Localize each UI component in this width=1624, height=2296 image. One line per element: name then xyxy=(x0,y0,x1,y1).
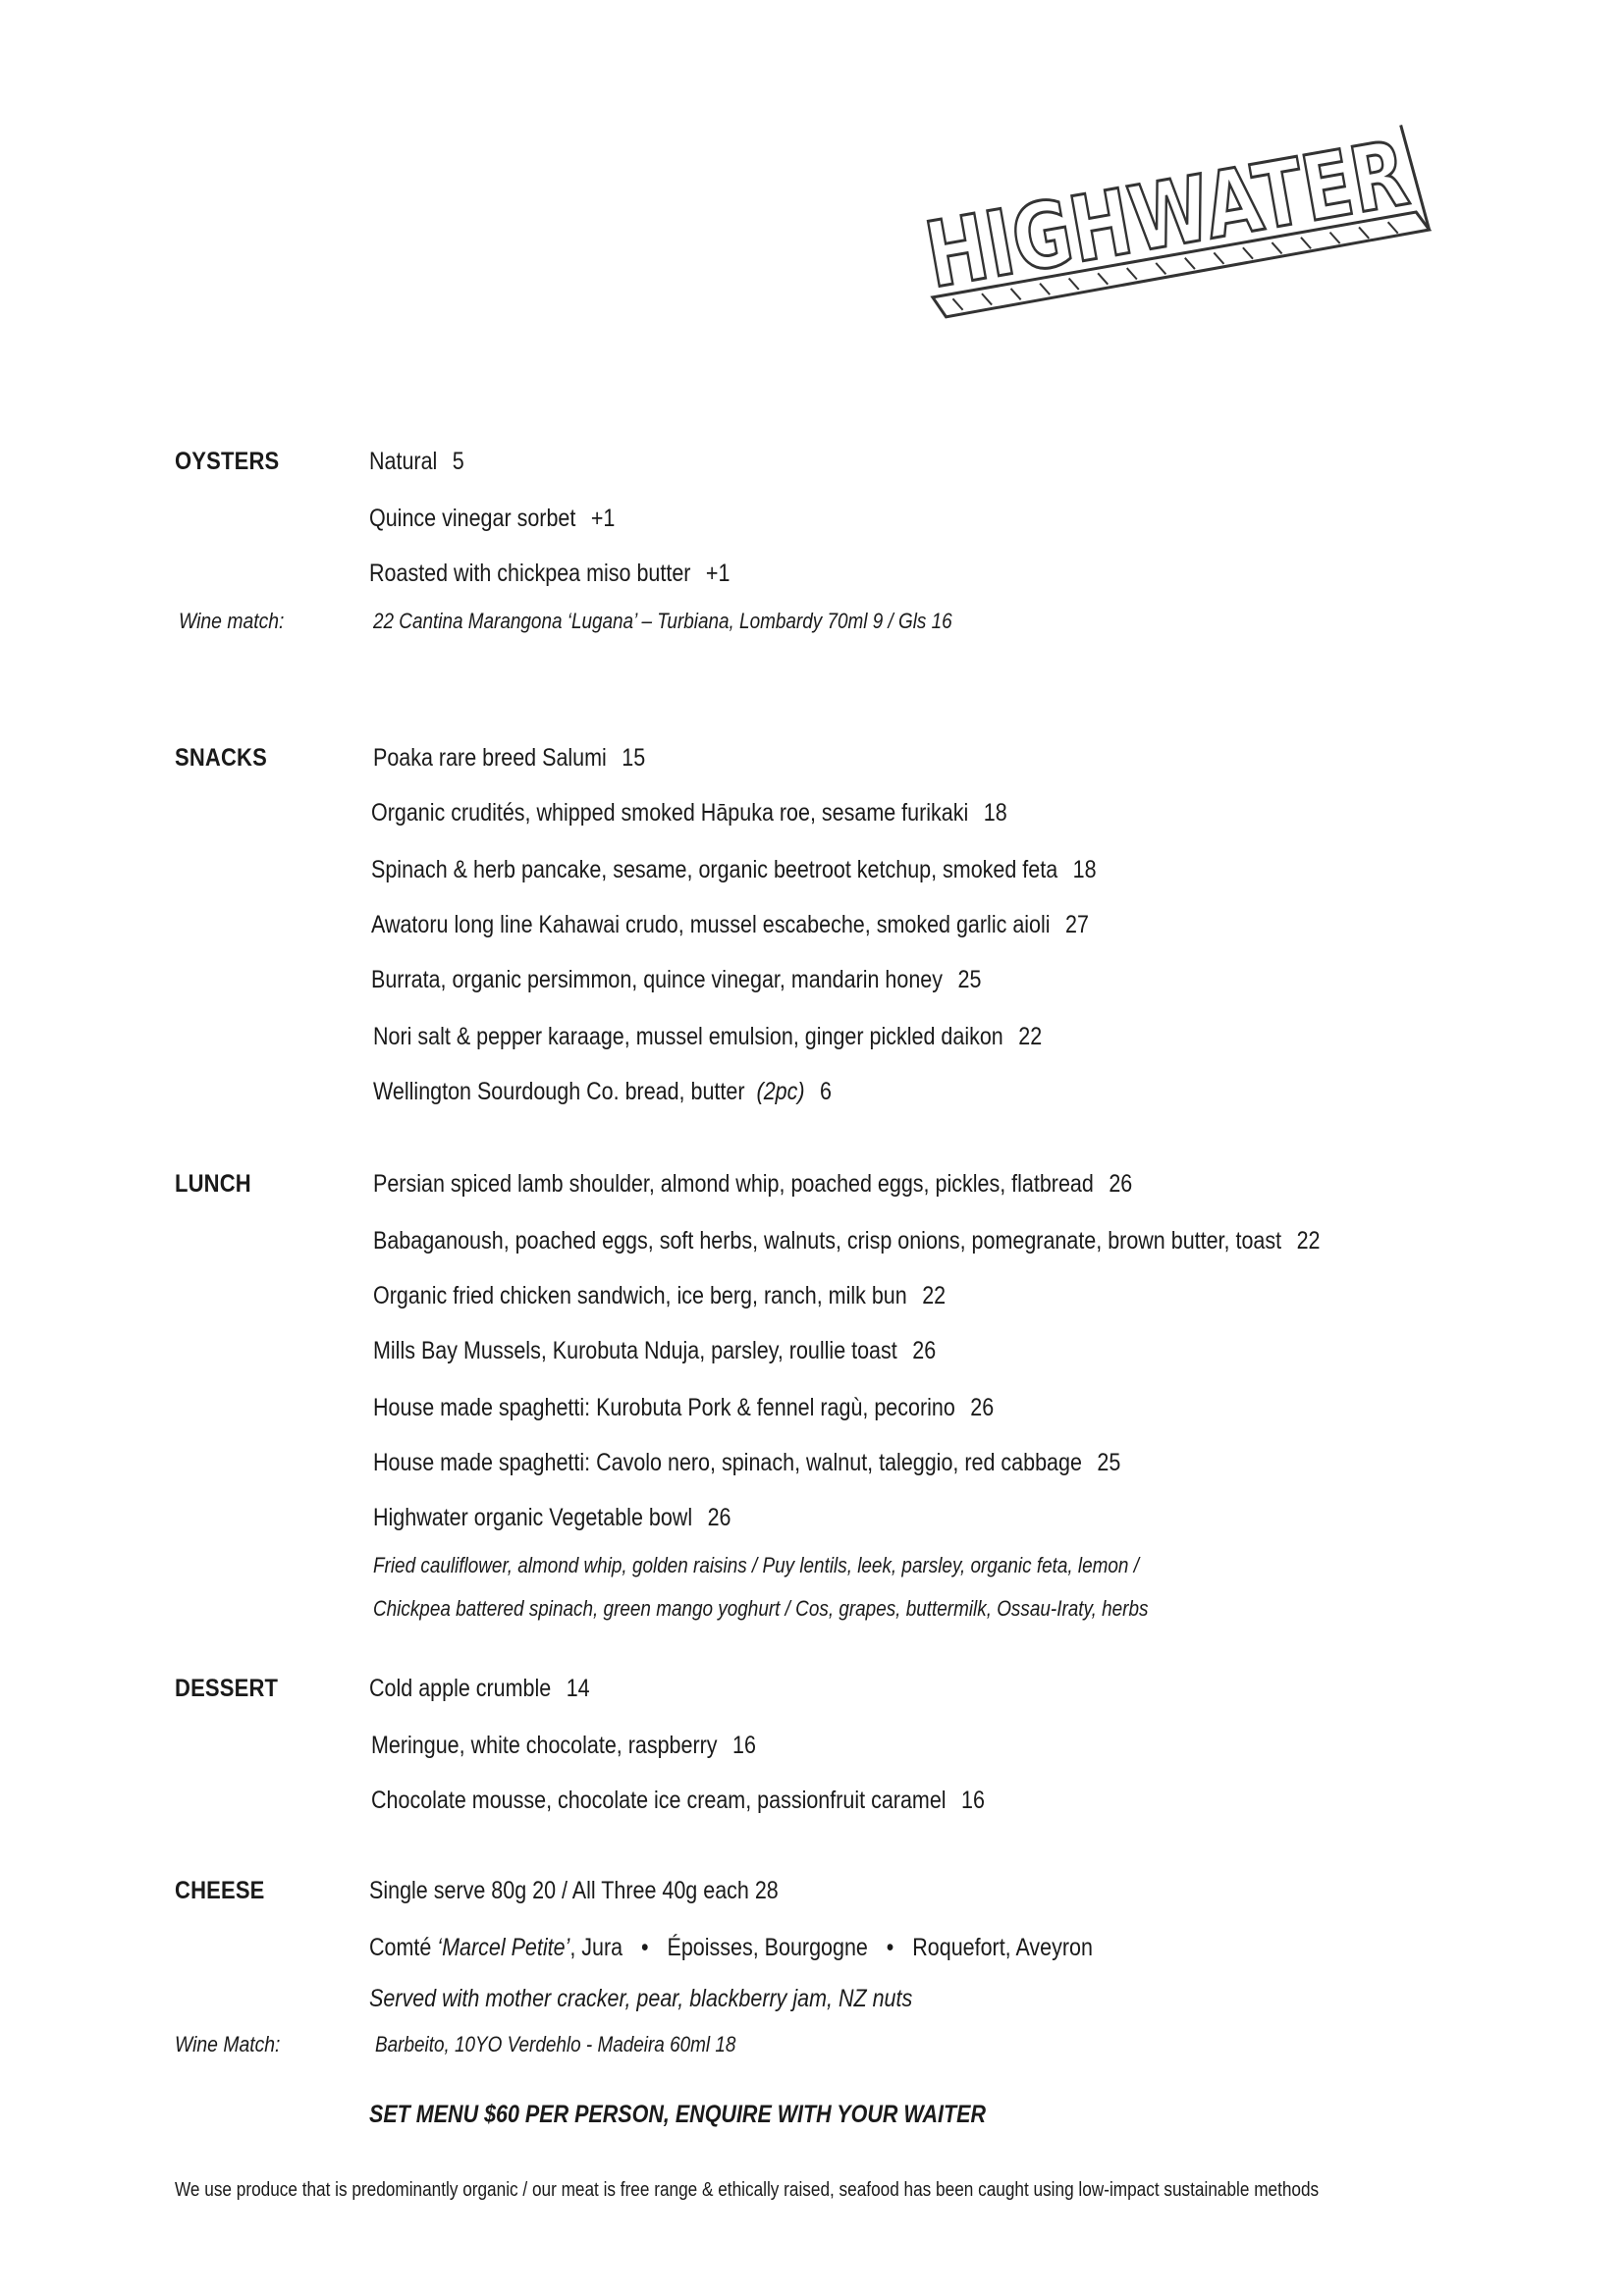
set-menu-notice: SET MENU $60 PER PERSON, ENQUIRE WITH YOUR WAITER xyxy=(369,2101,986,2128)
menu-item: Organic fried chicken sandwich, ice berg, ranch, milk bun 22 xyxy=(373,1282,947,1309)
menu-item: Persian spiced lamb shoulder, almond whip, poached eggs, pickles, flatbread 26 xyxy=(373,1170,1133,1198)
menu-item: Roasted with chickpea miso butter +1 xyxy=(369,560,731,587)
menu-item: Burrata, organic persimmon, quince vinegar, mandarin honey 25 xyxy=(371,966,982,993)
menu-item: Natural 5 xyxy=(369,448,464,475)
menu-item: House made spaghetti: Cavolo nero, spinach, walnut, taleggio, red cabbage 25 xyxy=(373,1449,1121,1476)
menu-item: Mills Bay Mussels, Kurobuta Nduja, parsley, roullie toast 26 xyxy=(373,1337,937,1364)
menu-item: Poaka rare breed Salumi 15 xyxy=(373,744,646,772)
logo-text: HIGHWATER xyxy=(918,99,1539,309)
wine-match-text: Barbeito, 10YO Verdehlo - Madeira 60ml 18 xyxy=(375,2032,736,2056)
section-oysters: OYSTERS xyxy=(175,448,280,475)
menu-item: Spinach & herb pancake, sesame, organic beetroot ketchup, smoked feta 18 xyxy=(371,856,1097,883)
wine-match-text: 22 Cantina Marangona ‘Lugana’ – Turbiana, Lombardy 70ml 9 / Gls 16 xyxy=(373,609,952,633)
footer-note: We use produce that is predominantly organic / our meat is free range & ethically raised, seafood has been caught using low-impact sustainable methods xyxy=(175,2179,1320,2201)
menu-item: House made spaghetti: Kurobuta Pork & fennel ragù, pecorino 26 xyxy=(373,1394,995,1421)
menu-item: Quince vinegar sorbet +1 xyxy=(369,505,616,532)
bowl-description: Chickpea battered spinach, green mango yoghurt / Cos, grapes, buttermilk, Ossau-Iraty, herbs xyxy=(373,1596,1149,1621)
cheese-serve-line: Single serve 80g 20 / All Three 40g each 28 xyxy=(369,1877,779,1904)
cheese-list: Comté ‘Marcel Petite’, Jura • Époisses, Bourgogne • Roquefort, Aveyron xyxy=(369,1934,1093,1961)
cheese-served-with: Served with mother cracker, pear, blackberry jam, NZ nuts xyxy=(369,1985,913,2012)
section-dessert: DESSERT xyxy=(175,1675,279,1702)
menu-item: Babaganoush, poached eggs, soft herbs, walnuts, crisp onions, pomegranate, brown butter, toast 22 xyxy=(373,1227,1321,1255)
highwater-logo xyxy=(903,99,1539,334)
menu-item: Meringue, white chocolate, raspberry 16 xyxy=(371,1732,756,1759)
wine-match-label: Wine Match: xyxy=(175,2032,281,2056)
menu-item: Highwater organic Vegetable bowl 26 xyxy=(373,1504,731,1531)
section-lunch: LUNCH xyxy=(175,1170,251,1198)
menu-item: Organic crudités, whipped smoked Hāpuka roe, sesame furikaki 18 xyxy=(371,799,1007,827)
menu-item: Awatoru long line Kahawai crudo, mussel escabeche, smoked garlic aioli 27 xyxy=(371,911,1089,938)
wine-match-label: Wine match: xyxy=(179,609,285,633)
menu-item: Chocolate mousse, chocolate ice cream, passionfruit caramel 16 xyxy=(371,1787,985,1814)
menu-item: Nori salt & pepper karaage, mussel emulsion, ginger pickled daikon 22 xyxy=(373,1023,1043,1050)
bowl-description: Fried cauliflower, almond whip, golden raisins / Puy lentils, leek, parsley, organic feta, lemon / xyxy=(373,1553,1139,1577)
menu-item: Cold apple crumble 14 xyxy=(369,1675,590,1702)
menu-item: Wellington Sourdough Co. bread, butter (2pc) 6 xyxy=(373,1078,832,1105)
section-cheese: CHEESE xyxy=(175,1877,265,1904)
section-snacks: SNACKS xyxy=(175,744,267,772)
